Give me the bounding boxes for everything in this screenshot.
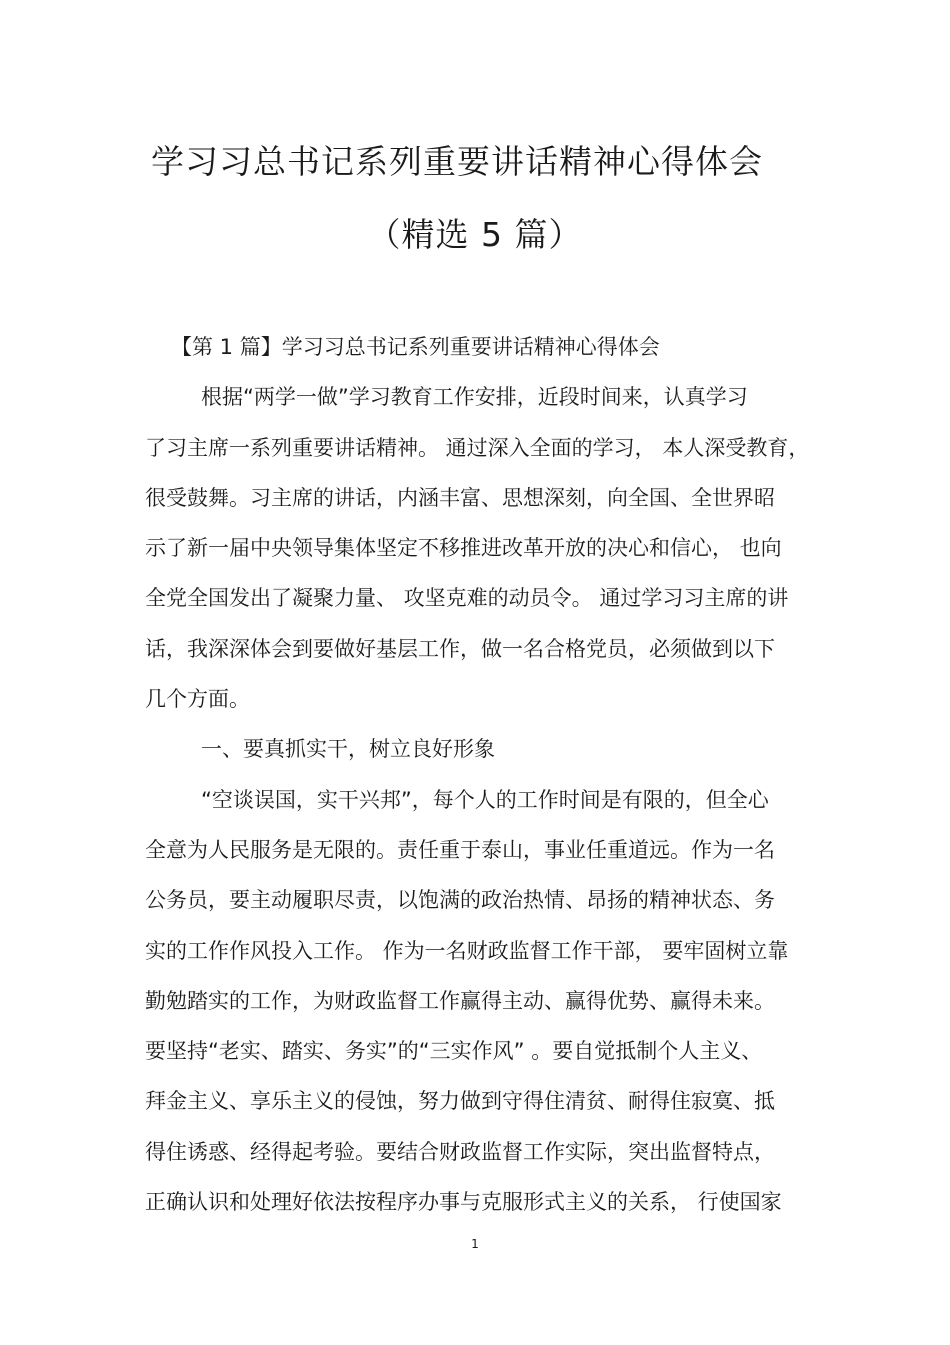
section-heading: 【第 1 篇】学习习总书记系列重要讲话精神心得体会: [171, 335, 660, 359]
paragraph-line: 示了新一届中央领导集体坚定不移推进改革开放的决心和信心， 也向: [145, 536, 782, 561]
paragraph-line: 实的工作作风投入工作。 作为一名财政监督工作干部， 要牢固树立靠: [145, 938, 789, 963]
paragraph-line: 了习主席一系列重要讲话精神。 通过深入全面的学习， 本人深受教育，: [145, 435, 810, 460]
page-number: 1: [471, 1237, 479, 1251]
paragraph-line: 根据“两学一做”学习教育工作安排，近段时间来，认真学习: [201, 385, 748, 410]
paragraph-line: 几个方面。: [145, 687, 250, 712]
paragraph-line: 全意为人民服务是无限的。责任重于泰山，事业任重道远。作为一名: [145, 837, 775, 862]
paragraph-line: 勤勉踏实的工作，为财政监督工作赢得主动、赢得优势、赢得未来。: [145, 988, 775, 1013]
paragraph-line: 很受鼓舞。习主席的讲话，内涵丰富、思想深刻，向全国、全世界昭: [145, 485, 775, 510]
paragraph-line: “空谈误国，实干兴邦”，每个人的工作时间是有限的，但全心: [201, 787, 769, 812]
document-body: [145, 322, 815, 1227]
paragraph-line: 公务员，要主动履职尽责，以饱满的政治热情、昂扬的精神状态、务: [145, 888, 775, 913]
paragraph-line: 要坚持“老实、踏实、务实”的“三实作风” 。要自觉抵制个人主义、: [145, 1039, 763, 1064]
subsection-heading: 一、要真抓实干，树立良好形象: [201, 737, 495, 762]
document-subtitle: （精选 5 篇）: [367, 215, 583, 254]
document-title: 学习习总书记系列重要讲话精神心得体会: [151, 142, 763, 181]
paragraph-line: 全党全国发出了凝聚力量、 攻坚克难的动员令。 通过学习习主席的讲: [145, 586, 789, 611]
paragraph-line: 拜金主义、享乐主义的侵蚀，努力做到守得住清贫、耐得住寂寞、抵: [145, 1089, 775, 1114]
paragraph-line: 话，我深深体会到要做好基层工作，做一名合格党员，必须做到以下: [145, 636, 775, 661]
paragraph-line: 得住诱惑、经得起考验。要结合财政监督工作实际，突出监督特点，: [145, 1139, 775, 1164]
paragraph-line: 正确认识和处理好依法按程序办事与克服形式主义的关系， 行使国家: [145, 1190, 782, 1215]
